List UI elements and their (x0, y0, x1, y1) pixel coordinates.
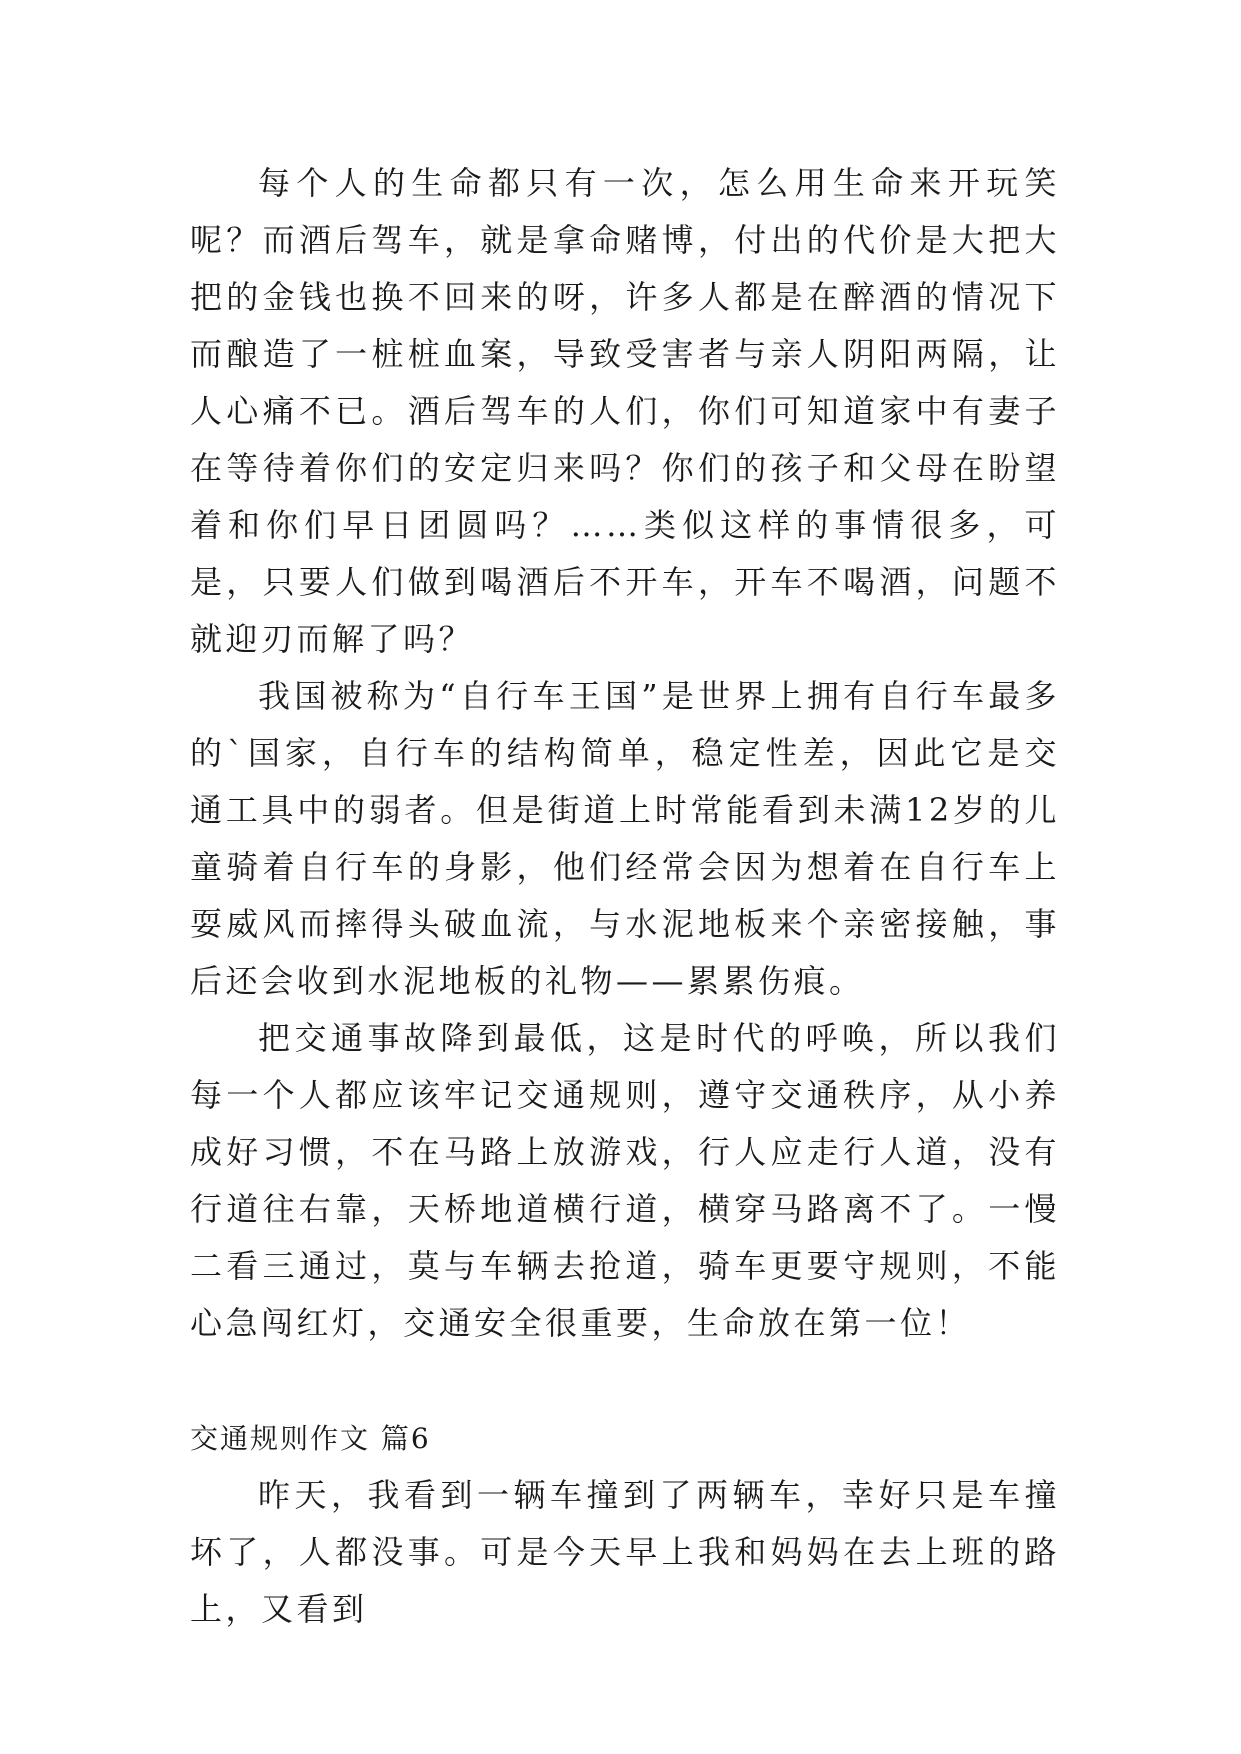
paragraph-bicycle-kingdom: 我国被称为“自行车王国”是世界上拥有自行车最多的`国家，自行车的结构简单，稳定性差，因此它是交通工具中的弱者。但是街道上时常能看到未满12岁的儿童骑着自行车的身影，他们经常会因为想着在自行车上耍威风而摔得头破血流，与水泥地板来个亲密接触，事后还会收到水泥地板的礼物——累累伤痕。 (190, 677, 1060, 1000)
paragraph-traffic-rules: 把交通事故降到最低，这是时代的呼唤，所以我们每一个人都应该牢记交通规则，遵守交通秩序，从小养成好习惯，不在马路上放游戏，行人应走行人道，没有行道往右靠，天桥地道横行道，横穿马路离不了。一慢二看三通过，莫与车辆去抢道，骑车更要守规则，不能心急闯红灯，交通安全很重要，生命放在第一位！ (190, 1019, 1060, 1342)
paragraph-yesterday-accident: 昨天，我看到一辆车撞到了两辆车，幸好只是车撞坏了，人都没事。可是今天早上我和妈妈在去上班的路上，又看到 (190, 1476, 1060, 1628)
paragraph-drunk-driving: 每个人的生命都只有一次，怎么用生命来开玩笑呢？而酒后驾车，就是拿命赌博，付出的代价是大把大把的金钱也换不回来的呀，许多人都是在醉酒的情况下而酿造了一桩桩血案，导致受害者与亲人阴阳两隔，让人心痛不已。酒后驾车的人们，你们可知道家中有妻子在等待着你们的安定归来吗？你们的孩子和父母在盼望着和你们早日团圆吗？……类似这样的事情很多，可是，只要人们做到喝酒后不开车，开车不喝酒，问题不就迎刃而解了吗？ (190, 164, 1060, 658)
document-page (190, 155, 1060, 1638)
section-heading: 交通规则作文 篇6 (190, 1422, 431, 1455)
